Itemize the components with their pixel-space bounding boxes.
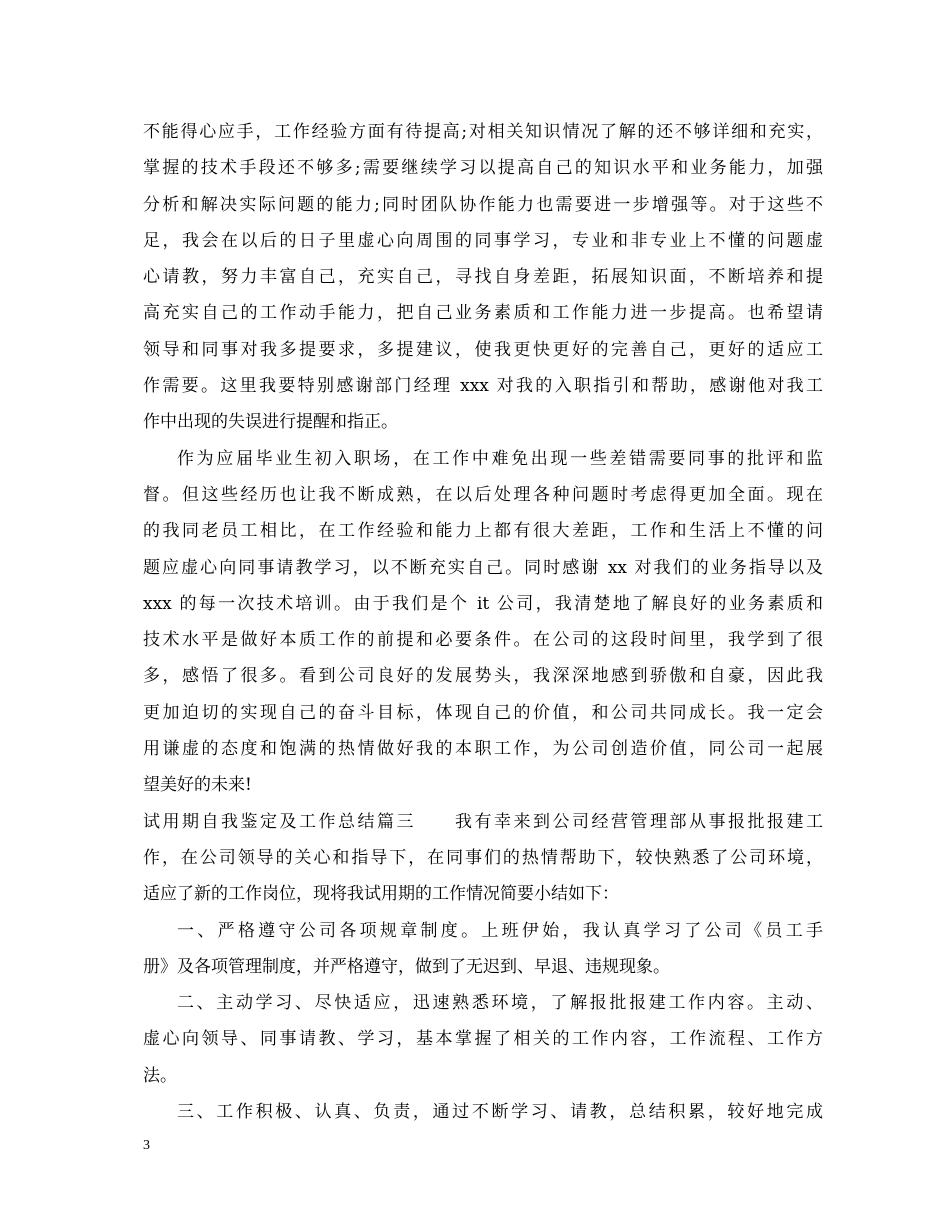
text-line: 技术水平是做好本质工作的前提和必要条件。在公司的这段时间里，我学到了很 (143, 630, 823, 651)
text-line: 适应了新的工作岗位，现将我试用期的工作情况简要小结如下： (143, 884, 619, 905)
text-line: 一、严格遵守公司各项规章制度。上班伊始，我认真学习了公司《员工手 (177, 920, 823, 941)
text-line: 的我同老员工相比，在工作经验和能力上都有很大差距，工作和生活上不懂的问 (143, 521, 823, 542)
text-line: 作中出现的失误进行提醒和指正。 (143, 412, 398, 433)
text-line: 分析和解决实际问题的能力;同时团队协作能力也需要进一步增强等。对于这些不 (143, 194, 823, 215)
text-line: 领导和同事对我多提要求，多提建议，使我更快更好的完善自己，更好的适应工 (143, 339, 823, 360)
text-line: 心请教，努力丰富自己，充实自己，寻找自身差距，拓展知识面，不断培养和提 (143, 267, 823, 288)
text-line: 作需要。这里我要特别感谢部门经理 xxx 对我的入职指引和帮助，感谢他对我工 (143, 376, 823, 397)
text-line: 二、主动学习、尽快适应，迅速熟悉环境，了解报批报建工作内容。主动、 (177, 993, 823, 1014)
text-line: 题应虚心向同事请教学习，以不断充实自己。同时感谢 xx 对我们的业务指导以及 (143, 557, 823, 578)
body-text (143, 114, 823, 1130)
text-line: 掌握的技术手段还不够多;需要继续学习以提高自己的知识水平和业务能力，加强 (143, 158, 823, 179)
text-line: 高充实自己的工作动手能力，把自己业务素质和工作能力进一步提高。也希望请 (143, 303, 823, 324)
text-line: xxx 的每一次技术培训。由于我们是个 it 公司，我清楚地了解良好的业务素质和 (143, 593, 823, 614)
section-heading-line: 试用期自我鉴定及工作总结篇三 我有幸来到公司经营管理部从事报批报建工 (143, 811, 823, 832)
text-line: 多，感悟了很多。看到公司良好的发展势头，我深深地感到骄傲和自豪，因此我 (143, 666, 823, 687)
text-line: 望美好的未来! (143, 775, 252, 796)
text-line: 三、工作积极、认真、负责，通过不断学习、请教，总结积累，较好地完成 (177, 1102, 823, 1123)
text-line: 督。但这些经历也让我不断成熟，在以后处理各种问题时考虑得更加全面。现在 (143, 484, 823, 505)
text-line: 足，我会在以后的日子里虚心向周围的同事学习，专业和非专业上不懂的问题虚 (143, 230, 823, 251)
text-line: 虚心向领导、同事请教、学习，基本掌握了相关的工作内容，工作流程、工作方 (143, 1029, 823, 1050)
text-line: 作为应届毕业生初入职场，在工作中难免出现一些差错需要同事的批评和监 (177, 448, 823, 469)
text-line: 不能得心应手，工作经验方面有待提高;对相关知识情况了解的还不够详细和充实， (143, 122, 823, 142)
text-line: 册》及各项管理制度，并严格遵守，做到了无迟到、早退、违规现象。 (143, 956, 670, 977)
text-line: 法。 (143, 1065, 177, 1086)
text-line: 用谦虚的态度和饱满的热情做好我的本职工作，为公司创造价值，同公司一起展 (143, 739, 823, 760)
page-number: 3 (143, 1138, 150, 1153)
text-line: 作，在公司领导的关心和指导下，在同事们的热情帮助下，较快熟悉了公司环境， (143, 847, 823, 868)
text-line: 更加迫切的实现自己的奋斗目标，体现自己的价值，和公司共同成长。我一定会 (143, 702, 823, 723)
